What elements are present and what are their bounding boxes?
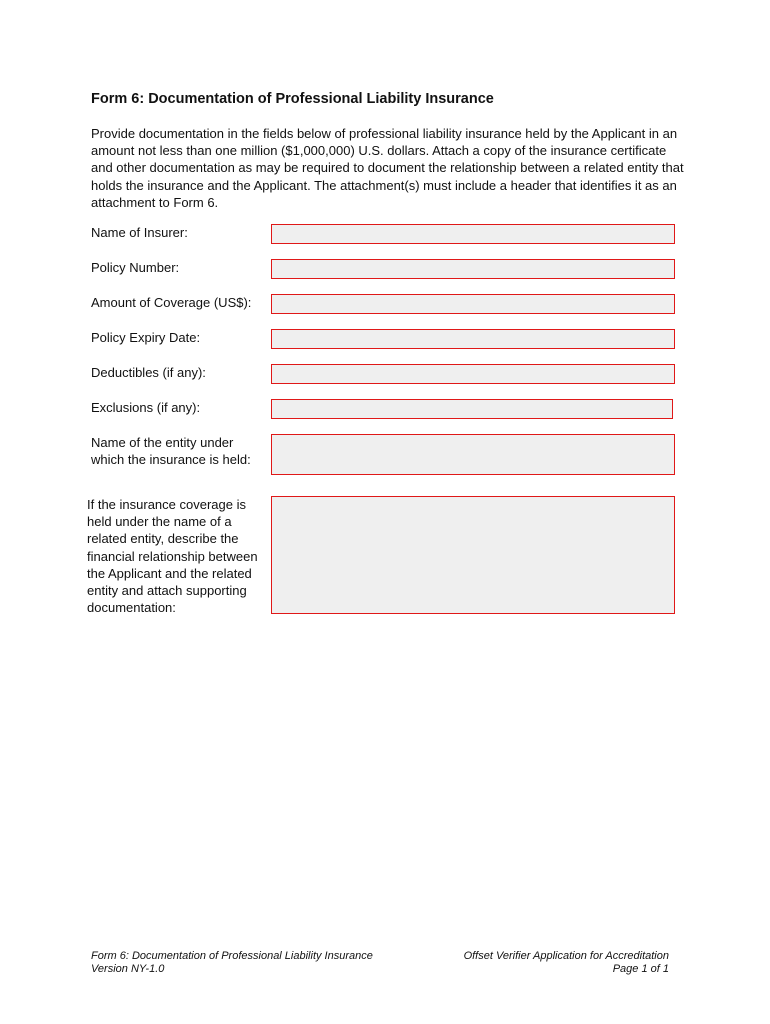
- footer-form-title: Form 6: Documentation of Professional Liability Insurance: [91, 950, 373, 962]
- holder-entity-field[interactable]: [271, 434, 675, 475]
- insurer-name-field[interactable]: [271, 224, 675, 244]
- expiry-date-field[interactable]: [271, 329, 675, 349]
- deductibles-label: Deductibles (if any):: [91, 365, 206, 380]
- exclusions-field[interactable]: [271, 399, 673, 419]
- exclusions-label: Exclusions (if any):: [91, 400, 201, 415]
- footer-application-title: Offset Verifier Application for Accreditation: [463, 950, 669, 962]
- relationship-description-field[interactable]: [271, 496, 675, 614]
- coverage-amount-label: Amount of Coverage (US$):: [91, 295, 252, 310]
- relationship-label: If the insurance coverage is held under the name of a related entity, describe the financial relationship between the Applicant and the related entity and attach supporting documentation:: [87, 497, 258, 616]
- policy-number-field[interactable]: [271, 259, 675, 279]
- form-title: Form 6: Documentation of Professional Liability Insurance: [91, 91, 494, 107]
- insurer-name-label: Name of Insurer:: [91, 225, 188, 240]
- holder-entity-label: Name of the entity under which the insurance is held:: [91, 435, 251, 468]
- footer-page-number: Page 1 of 1: [612, 962, 669, 975]
- footer-version: Version NY-1.0: [91, 962, 165, 975]
- deductibles-field[interactable]: [271, 364, 675, 384]
- policy-number-label: Policy Number:: [91, 260, 180, 275]
- coverage-amount-field[interactable]: [271, 294, 675, 314]
- form-instructions: Provide documentation in the fields below of professional liability insurance held by the Applicant in an amount not less than one million ($1,000,000) U.S. dollars. Attach a copy of the insurance certificate and other documentation as may be required to document the relationship between a related entity that holds the insurance and the Applicant. The attachment(s) must include a header that identifies it as an attachment to Form 6.: [91, 126, 684, 210]
- footer-right: [464, 950, 669, 975]
- expiry-date-label: Policy Expiry Date:: [91, 330, 201, 345]
- footer-left: [91, 950, 373, 975]
